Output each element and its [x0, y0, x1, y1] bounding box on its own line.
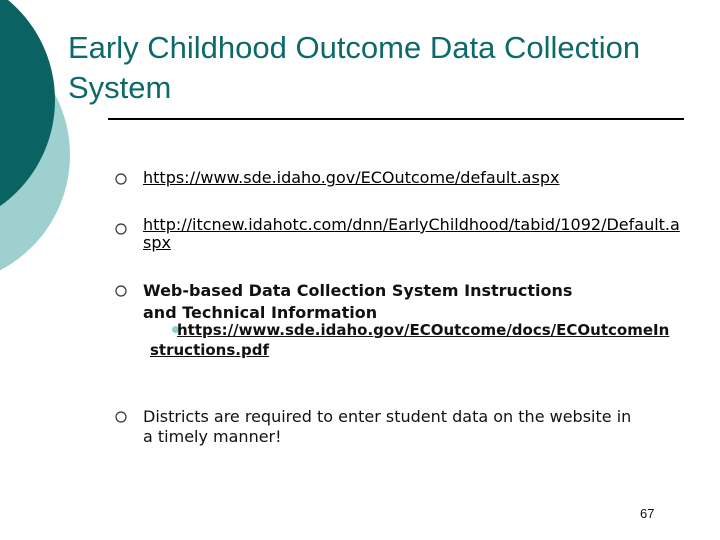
- districts-note: Districts are required to enter student data on the website in a timely manner!: [143, 407, 632, 446]
- circle-bullet-icon: [114, 284, 128, 298]
- instructions-pdf-link[interactable]: https://www.sde.idaho.gov/ECOutcome/docs/ECOutcomeInstructions.pdf: [150, 321, 670, 359]
- circle-bullet-icon: [114, 410, 128, 424]
- page-number: 67: [640, 506, 655, 521]
- itcnew-link[interactable]: http://itcnew.idahotc.com/dnn/EarlyChildhood/tabid/1092/Default.aspx: [143, 215, 680, 252]
- circle-bullet-icon: [114, 172, 128, 186]
- web-based-heading: Web-based Data Collection System Instructions and Technical Information: [143, 281, 573, 322]
- ecoutcome-link[interactable]: https://www.sde.idaho.gov/ECOutcome/default.aspx: [143, 168, 560, 187]
- page-title: Early Childhood Outcome Data Collection System: [68, 30, 641, 105]
- title-divider: [108, 118, 684, 120]
- circle-bullet-icon: [114, 222, 128, 236]
